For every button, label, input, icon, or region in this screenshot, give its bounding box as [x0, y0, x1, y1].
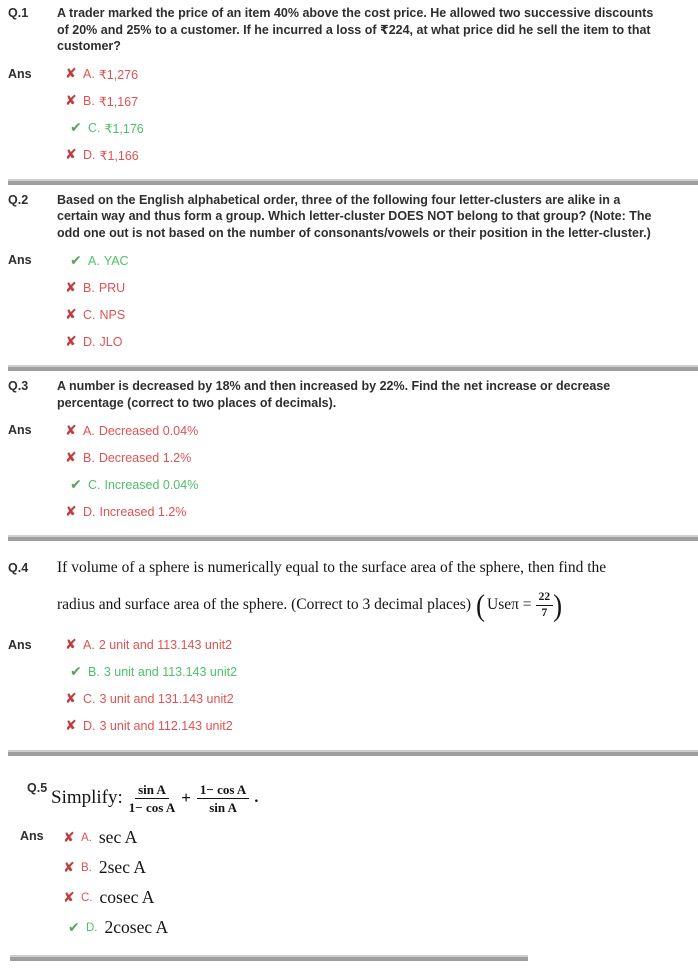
- question-block-q3: [8, 378, 690, 525]
- fraction-1-cosA-over-sinA: [197, 782, 249, 815]
- question-block-q1: [8, 5, 690, 169]
- question-number: Q.4: [8, 561, 29, 575]
- plus-sign: +: [181, 788, 191, 807]
- option-text: ₹1,176: [104, 121, 144, 136]
- cross-icon: ✘: [65, 306, 77, 323]
- option-letter: C.: [88, 477, 101, 492]
- cross-icon: ✘: [65, 147, 77, 163]
- option-row-d: [68, 913, 168, 943]
- cross-icon: ✘: [63, 859, 75, 876]
- option-letter: A.: [83, 423, 95, 438]
- question-formula: [51, 779, 258, 815]
- cross-icon: ✘: [65, 449, 77, 466]
- option-row-b: [63, 853, 168, 883]
- option-row-b: [65, 274, 129, 301]
- option-text: Decreased 0.04%: [98, 423, 199, 438]
- check-icon: ✔: [70, 664, 82, 680]
- option-letter: D.: [86, 921, 98, 934]
- fraction-denominator: 7: [541, 606, 548, 619]
- option-text: PRU: [98, 280, 126, 295]
- cross-icon: ✘: [65, 637, 77, 653]
- option-letter: A.: [83, 638, 95, 652]
- option-row-b: [70, 659, 237, 686]
- option-letter: B.: [83, 450, 95, 465]
- question-text: Based on the English alphabetical order, three of the following four letter-clusters are alike in a certain way and thus form a group. Which letter-cluster DOES NOT belong to that group? (Note: The odd one out is not based on the number of consonants/vowels or their position in the letter-cluster.): [57, 192, 652, 240]
- cross-icon: ✘: [63, 889, 75, 906]
- option-letter: A.: [83, 67, 95, 81]
- cross-icon: ✘: [65, 66, 77, 82]
- question-number: Q.3: [8, 379, 29, 393]
- option-row-c: [65, 686, 237, 713]
- check-icon: ✔: [68, 919, 80, 936]
- option-letter: B.: [83, 94, 95, 108]
- question-line-2-text: radius and surface area of the sphere. (Correct to 3 decimal places): [57, 595, 471, 613]
- section-divider: [8, 365, 698, 371]
- fraction-numerator: sin A: [135, 782, 169, 799]
- fraction-denominator: sin A: [209, 799, 238, 815]
- option-letter: C.: [83, 307, 96, 322]
- fraction-sinA-over-1-cosA: [129, 782, 175, 815]
- question-number: Q.5: [27, 780, 48, 795]
- option-text: NPS: [99, 307, 126, 322]
- option-row-d: [65, 328, 129, 355]
- option-letter: B.: [88, 665, 100, 679]
- options-list: [65, 632, 237, 740]
- fraction-numerator: 22: [536, 591, 554, 606]
- option-row-b: [65, 88, 144, 115]
- option-letter: B.: [83, 280, 95, 295]
- option-text: YAC: [103, 253, 129, 268]
- option-letter: A.: [81, 831, 92, 844]
- option-text: sec A: [98, 827, 138, 847]
- option-text: Decreased 1.2%: [98, 450, 192, 465]
- question-number: Q.1: [8, 6, 29, 20]
- check-icon: ✔: [70, 476, 82, 493]
- option-row-d: [65, 142, 144, 169]
- option-row-c: [63, 883, 168, 913]
- option-row-a: [65, 61, 144, 88]
- option-letter: C.: [81, 891, 93, 904]
- cross-icon: ✘: [65, 333, 77, 350]
- option-text: Increased 0.04%: [104, 477, 199, 492]
- option-text: Increased 1.2%: [99, 504, 187, 519]
- cross-icon: ✘: [65, 93, 77, 109]
- question-text: [57, 560, 687, 620]
- ans-label: Ans: [8, 253, 32, 267]
- option-row-d: [65, 713, 237, 740]
- option-row-a: [65, 417, 198, 444]
- ans-label: Ans: [8, 637, 32, 652]
- option-letter: C.: [88, 121, 101, 135]
- fraction-denominator: 1− cos A: [128, 799, 176, 815]
- formula-use-pi: Useπ =: [487, 595, 532, 613]
- option-letter: D.: [83, 719, 96, 733]
- fraction-numerator: 1− cos A: [197, 782, 249, 799]
- section-divider: [8, 750, 698, 756]
- option-text: 3 unit and 131.143 unit2: [99, 692, 234, 706]
- fraction-22-7: [536, 591, 554, 620]
- question-text: A number is decreased by 18% and then increased by 22%. Find the net increase or decrease percentage (correct to two places of decimals).: [57, 379, 611, 410]
- option-text: ₹1,166: [99, 148, 139, 163]
- option-text: cosec A: [99, 887, 155, 907]
- options-list: [63, 823, 168, 943]
- options-list: [65, 417, 198, 525]
- cross-icon: ✘: [63, 829, 75, 846]
- option-row-a: [63, 823, 168, 853]
- section-divider-short: [10, 955, 528, 961]
- cross-icon: ✘: [65, 718, 77, 734]
- question-line-2: [57, 587, 687, 622]
- section-divider: [8, 535, 698, 541]
- check-icon: ✔: [70, 252, 82, 269]
- option-row-c: [65, 301, 129, 328]
- cross-icon: ✘: [65, 503, 77, 520]
- simplify-label: Simplify:: [51, 787, 123, 808]
- period: .: [254, 789, 259, 806]
- cross-icon: ✘: [65, 279, 77, 296]
- section-divider: [8, 179, 698, 185]
- option-row-c: [70, 471, 198, 498]
- option-text: 3 unit and 113.143 unit2: [103, 665, 238, 679]
- options-list: [65, 61, 144, 169]
- cross-icon: ✘: [65, 691, 77, 707]
- option-letter: B.: [81, 861, 92, 874]
- ans-label: Ans: [8, 66, 32, 81]
- option-row-c: [70, 115, 144, 142]
- option-letter: D.: [83, 334, 96, 349]
- option-letter: D.: [83, 504, 96, 519]
- open-paren: (: [476, 587, 485, 622]
- option-text: ₹1,167: [98, 94, 139, 109]
- question-line-1: If volume of a sphere is numerically equal to the surface area of the sphere, then find the: [57, 559, 607, 576]
- question-block-q2: [8, 192, 690, 356]
- cross-icon: ✘: [65, 422, 77, 439]
- option-letter: D.: [83, 148, 96, 162]
- option-text: 2sec A: [98, 857, 147, 877]
- close-paren: ): [553, 587, 563, 622]
- option-letter: C.: [83, 692, 96, 706]
- option-letter: A.: [88, 253, 100, 268]
- question-number: Q.2: [8, 192, 29, 207]
- question-text: A trader marked the price of an item 40% above the cost price. He allowed two successive discounts of 20% and 25% to a customer. If he incurred a loss of ₹224, at what price did he sell the item to that customer?: [57, 6, 654, 53]
- option-text: 3 unit and 112.143 unit2: [99, 719, 233, 733]
- option-text: ₹1,276: [98, 67, 139, 82]
- option-text: 2 unit and 113.143 unit2: [98, 638, 233, 652]
- option-row-d: [65, 498, 198, 525]
- check-icon: ✔: [70, 120, 82, 136]
- question-block-q5: [8, 763, 690, 943]
- options-list: [65, 247, 129, 355]
- option-text: 2cosec A: [104, 917, 169, 937]
- question-block-q4: [8, 548, 690, 740]
- option-row-a: [70, 247, 129, 274]
- option-row-b: [65, 444, 198, 471]
- ans-label: Ans: [20, 828, 44, 843]
- option-row-a: [65, 632, 237, 659]
- option-text: JLO: [99, 334, 123, 349]
- ans-label: Ans: [8, 423, 32, 437]
